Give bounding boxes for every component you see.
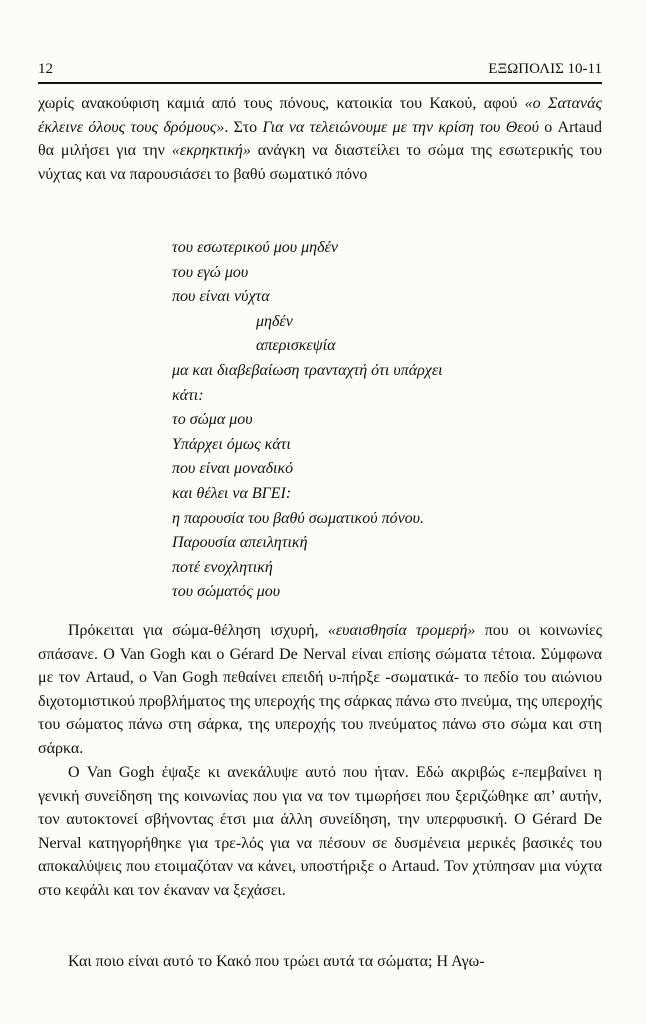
running-header: [38, 58, 602, 84]
poem-line: που είναι μοναδικό: [172, 460, 294, 478]
poem-line-indented: απερισκεψία: [256, 337, 336, 355]
paragraph-text: Πρόκειται για σώμα-θέληση ισχυρή,: [68, 622, 328, 639]
work-title: Για να τελειώνουμε με την κρίση του Θεού: [262, 118, 539, 136]
poem-line: Παρουσία απειλητική: [172, 534, 308, 552]
poem-line: που είναι νύχτα: [172, 288, 270, 306]
paragraph-text: ο Artaud θα μιλήσει για την: [38, 118, 602, 160]
poem-line: κάτι:: [172, 386, 204, 404]
paragraph-body-will: [38, 619, 602, 761]
poem-line: η παρουσία του βαθύ σωματικού πόνου.: [172, 509, 425, 527]
poem-line: και θέλει να ΒΓΕΙ:: [172, 484, 292, 502]
poem-line: του σώματός μου: [172, 583, 281, 601]
paragraph-text: που οι κοινωνίες σπάσανε. Ο Van Gogh και ο Gérard De Nerval είναι επίσης σώματα τέτοια. Σύμφωνα με τον Artaud, ο Van Gogh πεθαίνει επειδή υ-πήρξε -σωματικά- το πεδίο του αιώνιου διχοτομιστικού προβλήματος της υπεροχής της σάρκας πάνω στο πνεύμα, της υπεροχής του σώματος πάνω στη σάρκα, της υπεροχής του πνεύματος πάνω στο σώμα και στη σάρκα.: [38, 622, 602, 757]
poem-line: ποτέ ενοχλητική: [172, 558, 273, 576]
poem-line: του εγώ μου: [172, 263, 249, 281]
explosive-quote: «εκρηκτική»: [171, 142, 251, 160]
page-number: 12: [38, 61, 53, 77]
journal-title: ΕΞΩΠΟΛΙΣ 10-11: [488, 61, 602, 77]
poem-quotation: [172, 236, 443, 605]
paragraph-evil: Και ποιο είναι αυτό το Κακό που τρώει αυτά τα σώματα; Η Αγω-: [68, 953, 485, 970]
poem-line: μα και διαβεβαίωση τρανταχτή ότι υπάρχει: [172, 361, 443, 379]
paragraph-text: χωρίς ανακούφιση καμιά από τους πόνους, κατοικία του Κακού, αφού: [38, 95, 525, 112]
poem-line: του εσωτερικού μου μηδέν: [172, 239, 338, 256]
poem-line-indented: μηδέν: [256, 312, 293, 330]
sensitivity-quote: «ευαισθησία τρομερή»: [327, 622, 476, 639]
paragraph-intro: [38, 92, 602, 186]
satan-quote: «ο Σατανάς έκλεινε όλους τους δρόμους»: [38, 95, 602, 136]
poem-line: Υπάρχει όμως κάτι: [172, 435, 291, 453]
paragraph-text: ανάγκη να διαστείλει το σώμα της εσωτερικής του νύχτας και να παρουσιάσει το βαθύ σωματικό πόνο: [38, 142, 603, 183]
poem-line: το σώμα μου: [172, 411, 253, 429]
paragraph-van-gogh: Ο Van Gogh έψαξε κι ανεκάλυψε αυτό που ήταν. Εδώ ακριβώς ε-πεμβαίνει η γενική συνείδηση της κοινωνίας που για να τον τιμωρήσει που ξεριζώθηκε απ’ αυτήν, τον αυτοκτονεί σβήνοντας έτσι μια άλλη συνείδηση, την υπερφυσική. Ο Gérard De Nerval κατηγορήθηκε για τρε-λός για να πέσουν σε δυσμένεια μερικές βασικές του αποκαλύψεις που ετοιμαζόταν να κάνει, υποστήριξε ο Artaud. Τον χτύπησαν μια νύχτα στο κεφάλι και τον έκαναν να ξεχάσει.: [38, 764, 602, 899]
paragraph-text: . Στο: [224, 118, 263, 136]
